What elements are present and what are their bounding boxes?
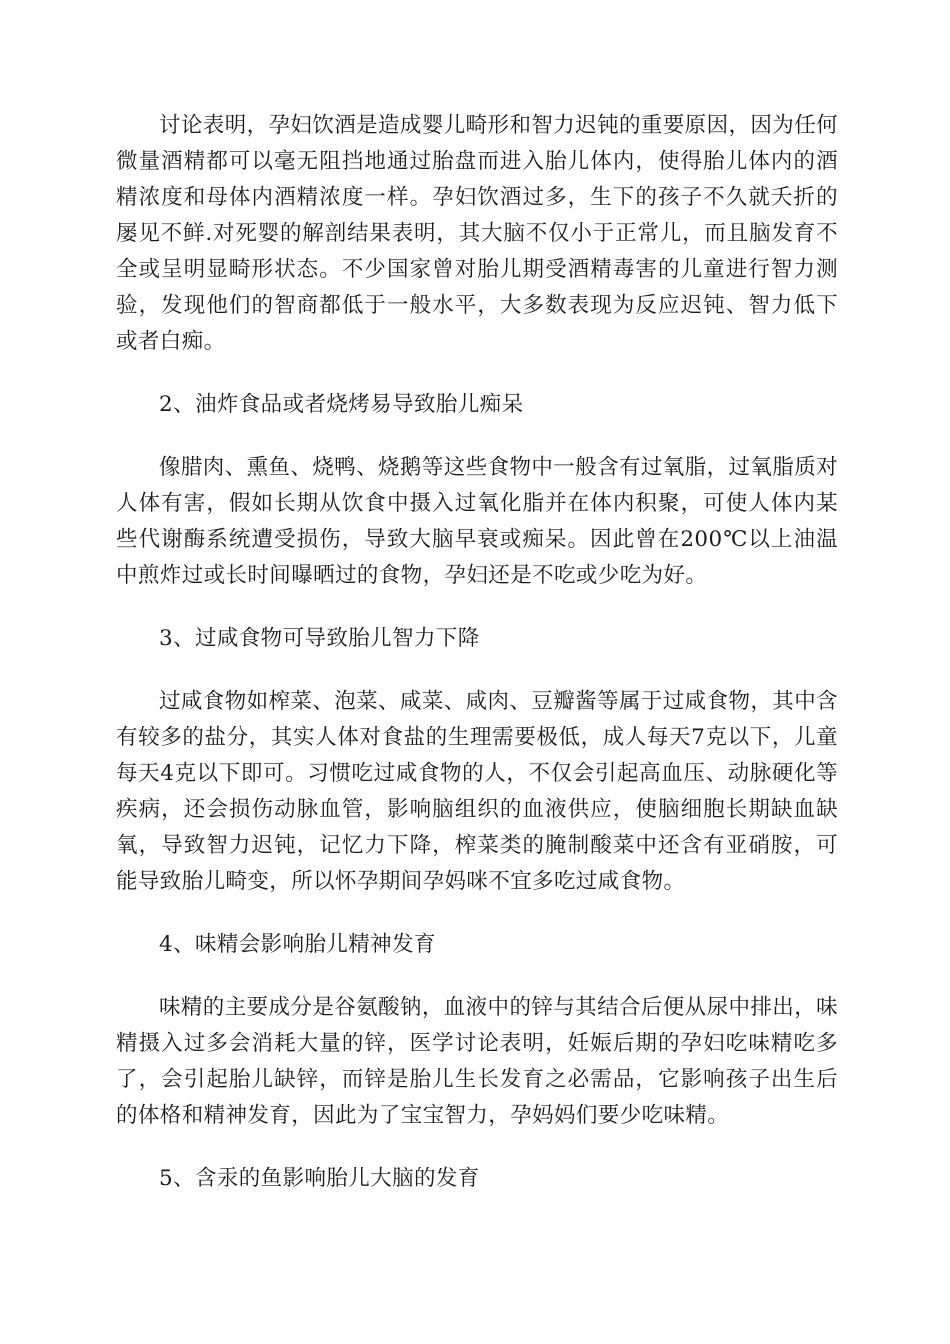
heading-msg: 4、味精会影响胎儿精神发育 <box>159 932 436 957</box>
paragraph-salty-food: 过咸食物如榨菜、泡菜、咸菜、咸肉、豆瓣酱等属于过咸食物，其中含有较多的盐分，其实人体对食盐的生理需要极低，成人每天7克以下，儿童每天4克以下即可。习惯吃过咸食物的人，不仅会引起高血压、动脉硬化等疾病，还会损伤动脉血管，影响脑组织的血液供应，使脑细胞长期缺血缺氧，导致智力迟钝，记忆力下降，榨菜类的腌制酸菜中还含有亚硝胺，可能导致胎儿畸变，所以怀孕期间孕妈咪不宜多吃过咸食物。 <box>116 689 838 894</box>
paragraph-msg: 味精的主要成分是谷氨酸钠，血液中的锌与其结合后便从尿中排出，味精摄入过多会消耗大量的锌，医学讨论表明，妊娠后期的孕妇吃味精吃多了，会引起胎儿缺锌，而锌是胎儿生长发育之必需品，它影响孩子出生后的体格和精神发育，因此为了宝宝智力，孕妈妈们要少吃味精。 <box>116 995 838 1128</box>
paragraph-fried-food: 像腊肉、熏鱼、烧鸭、烧鹅等这些食物中一般含有过氧脂，过氧脂质对人体有害，假如长期从饮食中摄入过氧化脂并在体内积聚，可使人体内某些代谢酶系统遭受损伤，导致大脑早衰或痴呆。因此曾在200℃以上油温中煎炸过或长时间曝晒过的食物，孕妇还是不吃或少吃为好。 <box>116 455 838 588</box>
heading-salty-food: 3、过咸食物可导致胎儿智力下降 <box>159 626 480 651</box>
paragraph-alcohol: 讨论表明，孕妇饮酒是造成婴儿畸形和智力迟钝的重要原因，因为任何微量酒精都可以毫无阻挡地通过胎盘而进入胎儿体内，使得胎儿体内的酒精浓度和母体内酒精浓度一样。孕妇饮酒过多，生下的孩子不久就夭折的屡见不鲜.对死婴的解剖结果表明，其大脑不仅小于正常儿，而且脑发育不全或呈明显畸形状态。不少国家曾对胎儿期受酒精毒害的儿童进行智力测验，发现他们的智商都低于一般水平，大多数表现为反应迟钝、智力低下或者白痴。 <box>116 113 838 354</box>
heading-fried-food: 2、油炸食品或者烧烤易导致胎儿痴呆 <box>159 392 524 417</box>
heading-mercury-fish: 5、含汞的鱼影响胎儿大脑的发育 <box>159 1166 480 1191</box>
